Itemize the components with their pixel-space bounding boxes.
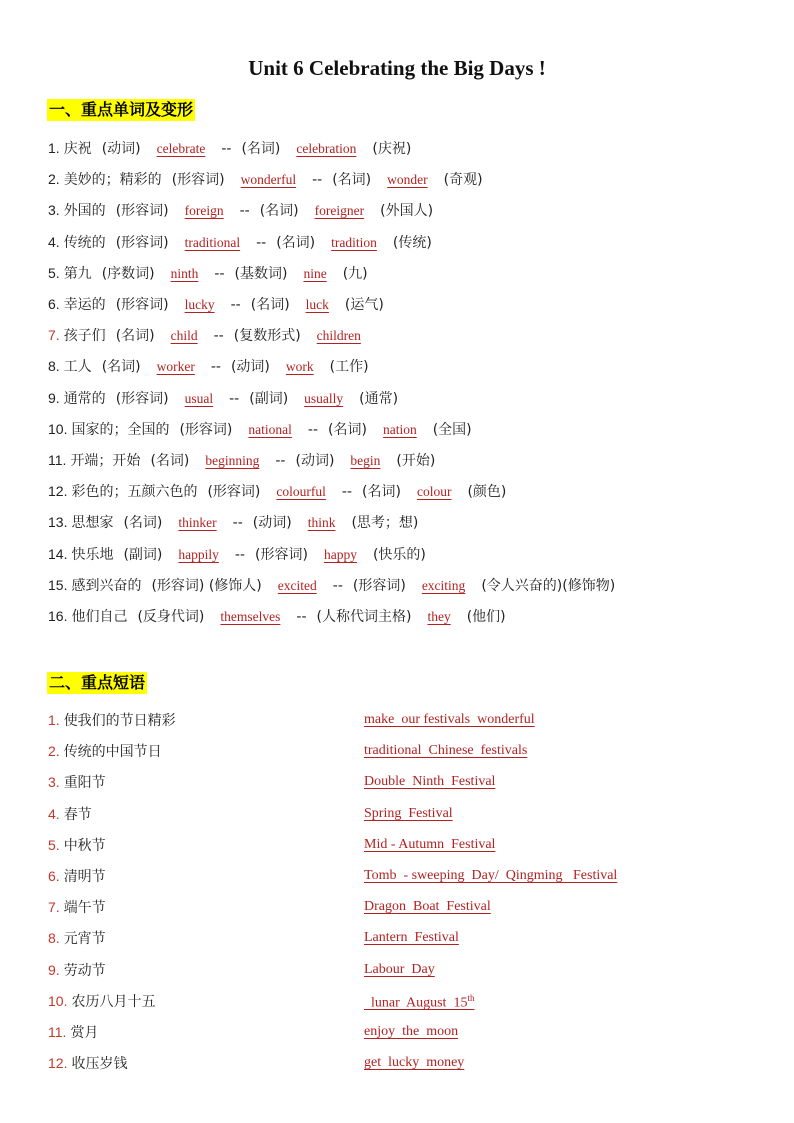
answer-word: child	[170, 328, 198, 344]
chinese-term: 庆祝	[63, 141, 92, 157]
item-number: 6.	[48, 868, 60, 884]
vocab-row	[48, 326, 387, 345]
chinese-term: 快乐地	[71, 546, 114, 563]
answer-word: celebration	[296, 141, 357, 156]
chinese-term: 孩子们	[63, 328, 106, 345]
part-of-speech: (形容词)	[115, 234, 169, 251]
gloss: (传统)	[392, 234, 432, 251]
separator: --	[214, 265, 225, 282]
separator: --	[213, 328, 224, 345]
item-number: 11.	[48, 1024, 67, 1040]
phrase-row	[48, 836, 116, 855]
phrase-row	[48, 1023, 108, 1042]
part-of-speech: (名词)	[332, 172, 372, 189]
item-number: 10.	[48, 992, 68, 1009]
chinese-phrase: 收压岁钱	[71, 1056, 128, 1073]
english-phrase-text: Mid - Autumn Festival	[364, 836, 496, 852]
vocab-row	[48, 170, 493, 189]
answer-word: begin	[350, 453, 381, 468]
answer-word: beginning	[205, 453, 260, 468]
phrase-row	[48, 898, 116, 917]
item-number: 5.	[48, 264, 60, 281]
item-number: 10.	[48, 420, 68, 437]
item-number: 2.	[48, 171, 60, 188]
gloss: (通常)	[359, 390, 399, 407]
gloss: (工作)	[329, 359, 369, 376]
separator: --	[307, 421, 319, 438]
item-number: 4.	[48, 805, 60, 822]
english-phrase-text: Lantern Festival	[364, 930, 459, 946]
phrase-row	[48, 742, 172, 761]
chinese-term: 工人	[63, 359, 92, 376]
answer-word: foreign	[184, 203, 224, 219]
english-phrase-text: get lucky money	[364, 1055, 465, 1071]
part-of-speech: (形容词)	[115, 203, 169, 220]
part-of-speech: (形容词)	[115, 297, 169, 313]
answer-word: work	[285, 359, 314, 375]
answer-word: luck	[305, 297, 329, 312]
item-number: 13.	[48, 514, 68, 531]
item-number: 7.	[48, 327, 60, 344]
separator: --	[234, 546, 246, 563]
chinese-phrase: 劳动节	[63, 962, 106, 979]
english-phrase	[364, 930, 459, 946]
chinese-term: 国家的；全国的	[71, 421, 170, 438]
vocab-row	[48, 513, 428, 532]
gloss: (外国人)	[380, 203, 434, 220]
answer-word: traditional	[184, 234, 241, 250]
page-title: Unit 6 Celebrating the Big Days !	[248, 56, 546, 80]
part-of-speech: (序数词)	[101, 265, 155, 282]
phrase-row	[48, 805, 102, 824]
phrase-row	[48, 929, 116, 948]
english-phrase	[364, 899, 491, 915]
chinese-phrase: 春节	[63, 806, 92, 823]
chinese-phrase: 传统的中国节日	[63, 744, 162, 761]
item-number: 5.	[48, 836, 60, 853]
phrase-row	[48, 961, 116, 980]
english-phrase-text: Tomb - sweeping Day/ Qingming Festival	[364, 868, 618, 883]
vocab-row	[48, 295, 394, 314]
english-phrase	[364, 806, 453, 822]
gloss: (快乐的)	[372, 546, 426, 563]
answer-word: lucky	[184, 297, 215, 312]
answer-word: children	[316, 328, 361, 344]
item-number: 12.	[48, 483, 68, 500]
item-number: 1.	[48, 140, 60, 156]
answer-word: ninth	[170, 265, 199, 281]
answer-word: excited	[277, 577, 317, 593]
separator: --	[332, 577, 343, 594]
separator: --	[239, 203, 250, 220]
english-phrase	[364, 837, 495, 853]
chinese-term: 开端；开始	[70, 453, 141, 469]
part-of-speech: (动词)	[101, 141, 141, 157]
vocab-row	[48, 482, 516, 501]
english-phrase-text: Double Ninth Festival	[364, 774, 496, 790]
item-number: 8.	[48, 930, 60, 947]
gloss: (令人兴奋的)(修饰物)	[481, 577, 616, 594]
part-of-speech: (副词)	[249, 390, 289, 407]
vocab-row	[48, 420, 482, 439]
answer-word: happy	[323, 546, 357, 562]
part-of-speech: (名词)	[115, 328, 155, 345]
item-number: 1.	[48, 712, 60, 728]
english-phrase	[364, 712, 535, 728]
answer-word: tradition	[331, 234, 377, 250]
part-of-speech: (名词)	[241, 141, 281, 157]
answer-word: usual	[184, 390, 214, 406]
part-of-speech: (形容词)	[179, 421, 233, 438]
english-phrase-text: lunar August 15	[364, 995, 468, 1011]
separator: --	[232, 515, 243, 532]
separator: --	[312, 172, 323, 189]
item-number: 4.	[48, 233, 60, 250]
part-of-speech: (名词)	[259, 203, 299, 220]
item-number: 9.	[48, 961, 60, 978]
chinese-term: 他们自己	[71, 609, 128, 625]
answer-word: colourful	[276, 484, 326, 500]
vocab-row	[48, 607, 516, 626]
chinese-term: 思想家	[71, 515, 114, 532]
separator: --	[341, 484, 353, 501]
gloss: (开始)	[396, 453, 436, 469]
english-phrase	[364, 1055, 464, 1071]
phrase-row	[48, 711, 186, 730]
part-of-speech: (形容词)	[255, 546, 308, 563]
chinese-phrase: 重阳节	[63, 775, 106, 792]
chinese-term: 外国的	[63, 203, 106, 220]
chinese-term: 第九	[63, 265, 92, 282]
separator: --	[296, 609, 307, 625]
phrase-row	[48, 867, 116, 886]
item-number: 9.	[48, 389, 60, 406]
answer-word: happily	[178, 546, 219, 562]
english-phrase-text: traditional Chinese festivals	[364, 743, 528, 759]
chinese-term: 通常的	[63, 390, 106, 407]
vocab-row	[48, 545, 436, 564]
part-of-speech: (复数形式)	[233, 328, 301, 345]
part-of-speech: (基数词)	[234, 265, 288, 282]
part-of-speech: (形容词)	[207, 484, 261, 501]
separator: --	[230, 297, 241, 313]
gloss: (颜色)	[467, 484, 507, 501]
answer-word: themselves	[220, 609, 281, 624]
part-of-speech: (动词)	[252, 515, 292, 532]
gloss: (九)	[342, 265, 368, 282]
chinese-term: 彩色的；五颜六色的	[71, 484, 198, 501]
part-of-speech: (形容词)	[115, 390, 169, 407]
item-number: 6.	[48, 296, 60, 312]
english-phrase-text: Spring Festival	[364, 805, 453, 821]
vocab-row	[48, 233, 442, 252]
item-number: 15.	[48, 576, 68, 593]
part-of-speech: (名词)	[101, 359, 141, 376]
separator: --	[256, 234, 267, 251]
gloss: (思考；想)	[351, 515, 419, 532]
separator: --	[210, 359, 221, 376]
part-of-speech: (名词)	[276, 234, 316, 251]
answer-word: wonder	[387, 172, 428, 188]
phrase-row	[48, 992, 165, 1011]
answer-word: national	[248, 421, 292, 437]
part-of-speech: (形容词) (修饰人)	[151, 577, 262, 594]
gloss: (运气)	[344, 297, 384, 313]
item-number: 14.	[48, 545, 68, 562]
chinese-phrase: 清明节	[63, 869, 106, 885]
gloss: (全国)	[432, 421, 472, 438]
answer-word: nation	[382, 421, 417, 437]
part-of-speech: (人称代词主格)	[316, 609, 412, 625]
separator: --	[229, 390, 240, 407]
part-of-speech: (名词)	[328, 421, 367, 438]
part-of-speech: (名词)	[123, 515, 163, 532]
separator: --	[221, 141, 232, 157]
part-of-speech: (形容词)	[171, 172, 225, 189]
english-phrase-text: enjoy the moon	[364, 1024, 459, 1039]
item-number: 7.	[48, 899, 60, 916]
english-phrase	[364, 774, 495, 790]
chinese-phrase: 使我们的节日精彩	[63, 713, 176, 729]
answer-word: colour	[416, 484, 452, 500]
chinese-phrase: 元宵节	[63, 931, 106, 948]
part-of-speech: (名词)	[250, 297, 290, 313]
answer-word: think	[307, 515, 336, 531]
chinese-phrase: 农历八月十五	[71, 993, 156, 1010]
english-phrase-text: make our festivals wonderful	[364, 712, 535, 727]
item-number: 3.	[48, 774, 60, 791]
item-number: 16.	[48, 608, 68, 624]
vocab-row	[48, 451, 445, 470]
chinese-term: 美妙的；精彩的	[63, 172, 162, 189]
answer-word: usually	[304, 390, 344, 406]
item-number: 3.	[48, 202, 60, 219]
english-phrase	[364, 962, 435, 978]
section-heading-phrases: 二、重点短语	[49, 673, 146, 692]
gloss: (他们)	[466, 609, 506, 625]
part-of-speech: (形容词)	[352, 577, 406, 594]
answer-word: foreigner	[314, 203, 365, 219]
vocab-row	[48, 389, 408, 408]
part-of-speech: (副词)	[123, 546, 163, 563]
answer-word: nine	[303, 265, 327, 281]
vocab-row	[48, 357, 379, 376]
chinese-term: 感到兴奋的	[71, 577, 142, 594]
answer-word: wonderful	[240, 172, 297, 188]
chinese-phrase: 中秋节	[63, 837, 106, 854]
ordinal-suffix: th	[467, 992, 475, 1003]
part-of-speech: (名词)	[150, 453, 190, 469]
phrase-row	[48, 773, 116, 792]
chinese-term: 幸运的	[63, 297, 106, 313]
part-of-speech: (名词)	[362, 484, 401, 501]
item-number: 11.	[48, 452, 67, 468]
part-of-speech: (动词)	[230, 359, 270, 376]
separator: --	[275, 453, 286, 469]
gloss: (奇观)	[443, 172, 483, 189]
part-of-speech: (动词)	[295, 453, 335, 469]
answer-word: celebrate	[156, 141, 206, 156]
english-phrase-text: Dragon Boat Festival	[364, 899, 491, 915]
answer-word: worker	[156, 359, 195, 375]
vocab-row	[48, 201, 443, 220]
phrase-row	[48, 1054, 137, 1073]
answer-word: exciting	[421, 577, 466, 593]
vocab-row	[48, 576, 625, 595]
vocab-row	[48, 139, 421, 158]
gloss: (庆祝)	[372, 141, 412, 157]
vocab-row	[48, 264, 378, 283]
answer-word: thinker	[178, 515, 217, 531]
english-phrase	[364, 868, 617, 884]
item-number: 2.	[48, 743, 60, 760]
answer-word: they	[427, 609, 451, 624]
english-phrase	[364, 743, 527, 759]
english-phrase	[364, 993, 474, 1012]
item-number: 8.	[48, 358, 60, 375]
chinese-phrase: 端午节	[63, 900, 106, 917]
part-of-speech: (反身代词)	[137, 609, 205, 625]
english-phrase-text: Labour Day	[364, 961, 435, 977]
chinese-phrase: 赏月	[70, 1025, 99, 1041]
item-number: 12.	[48, 1055, 68, 1072]
english-phrase	[364, 1024, 458, 1040]
section-heading-words: 一、重点单词及变形	[49, 100, 194, 119]
chinese-term: 传统的	[63, 234, 106, 251]
